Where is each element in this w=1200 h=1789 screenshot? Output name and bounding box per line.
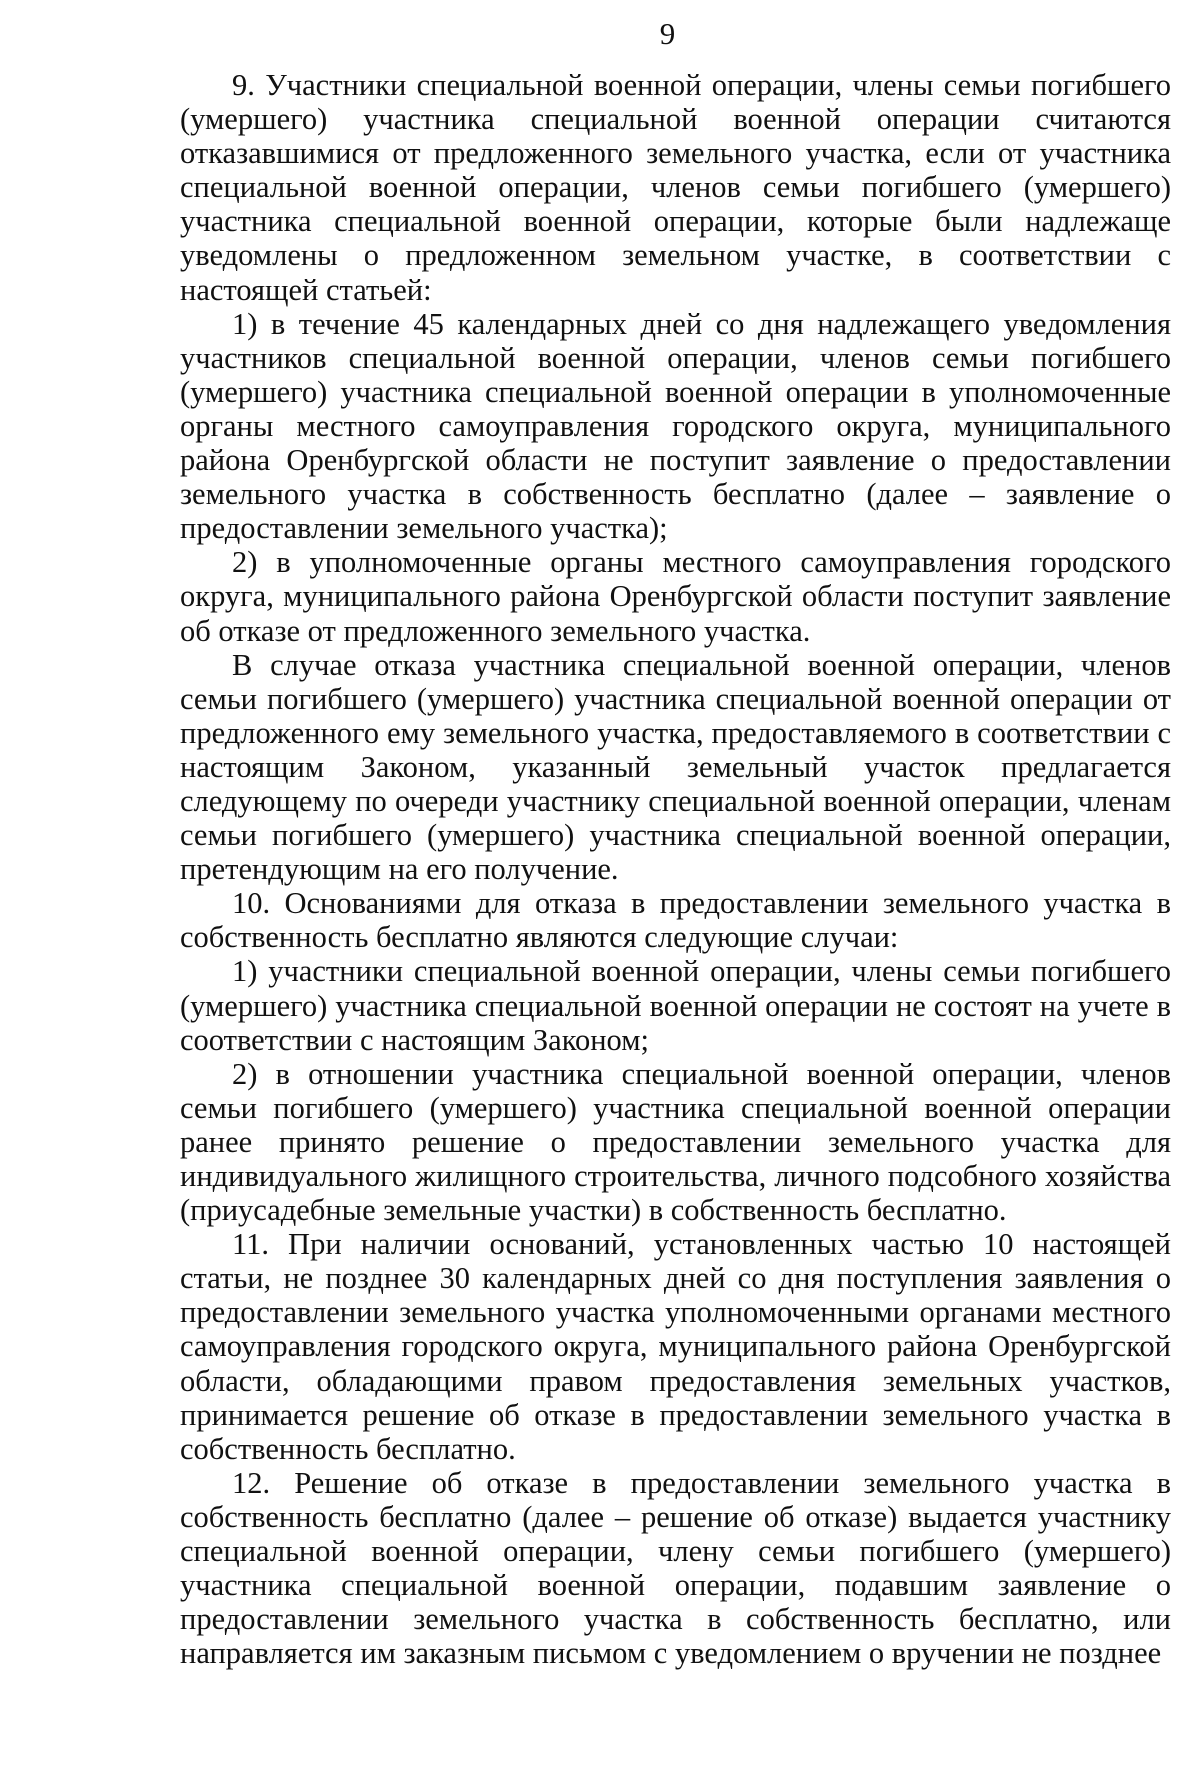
paragraph-item-9: 9. Участники специальной военной операции, члены семьи погибшего (умершего) участника специальной военной операции считаются отказавшимися от предложенного земельного участка, если от участника специальной военной операции, членов семьи погибшего (умершего) участника специальной военной операции, которые были надлежаще уведомлены о предложенном земельном участке, в соответствии с настоящей статьей: (180, 68, 1171, 307)
paragraph-item-9-subitem-1: 1) в течение 45 календарных дней со дня надлежащего уведомления участников специальной военной операции, членов семьи погибшего (умершего) участника специальной военной операции в уполномоченные органы местного самоуправления городского округа, муниципального района Оренбургской области не поступит заявление о предоставлении земельного участка в собственность бесплатно (далее – заявление о предоставлении земельного участка); (180, 306, 1171, 546)
paragraph-item-9-subitem-2: 2) в уполномоченные органы местного самоуправления городского округа, муниципального района Оренбургской области поступит заявление об отказе от предложенного земельного участка. (180, 545, 1171, 648)
document-body (180, 68, 1171, 1670)
paragraph-item-10: 10. Основаниями для отказа в предоставлении земельного участка в собственность бесплатно являются следующие случаи: (180, 886, 1171, 955)
paragraph-item-10-subitem-2: 2) в отношении участника специальной военной операции, членов семьи погибшего (умершего) участника специальной военной операции ранее принято решение о предоставлении земельного участка для индивидуального жилищного строительства, личного подсобного хозяйства (приусадебные земельные участки) в собственность бесплатно. (180, 1056, 1171, 1228)
paragraph-item-12: 12. Решение об отказе в предоставлении земельного участка в собственность бесплатно (далее – решение об отказе) выдается участнику специальной военной операции, члену семьи погибшего (умершего) участника специальной военной операции, подавшим заявление о предоставлении земельного участка в собственность бесплатно, или направляется им заказным письмом с уведомлением о вручении не позднее (180, 1465, 1171, 1671)
paragraph-refusal-case: В случае отказа участника специальной военной операции, членов семьи погибшего (умершего) участника специальной военной операции от предложенного ему земельного участка, предоставляемого в соответствии с настоящим Законом, указанный земельный участок предлагается следующему по очереди участнику специальной военной операции, членам семьи погибшего (умершего) участника специальной военной операции, претендующим на его получение. (180, 647, 1171, 887)
paragraph-item-11: 11. При наличии оснований, установленных частью 10 настоящей статьи, не позднее 30 календарных дней со дня поступления заявления о предоставлении земельного участка уполномоченными органами местного самоуправления городского округа, муниципального района Оренбургской области, обладающими правом предоставления земельных участков, принимается решение об отказе в предоставлении земельного участка в собственность бесплатно. (180, 1227, 1171, 1466)
paragraph-item-10-subitem-1: 1) участники специальной военной операции, члены семьи погибшего (умершего) участника специальной военной операции не состоят на учете в соответствии с настоящим Законом; (180, 954, 1171, 1057)
page-number: 9 (659, 16, 676, 51)
